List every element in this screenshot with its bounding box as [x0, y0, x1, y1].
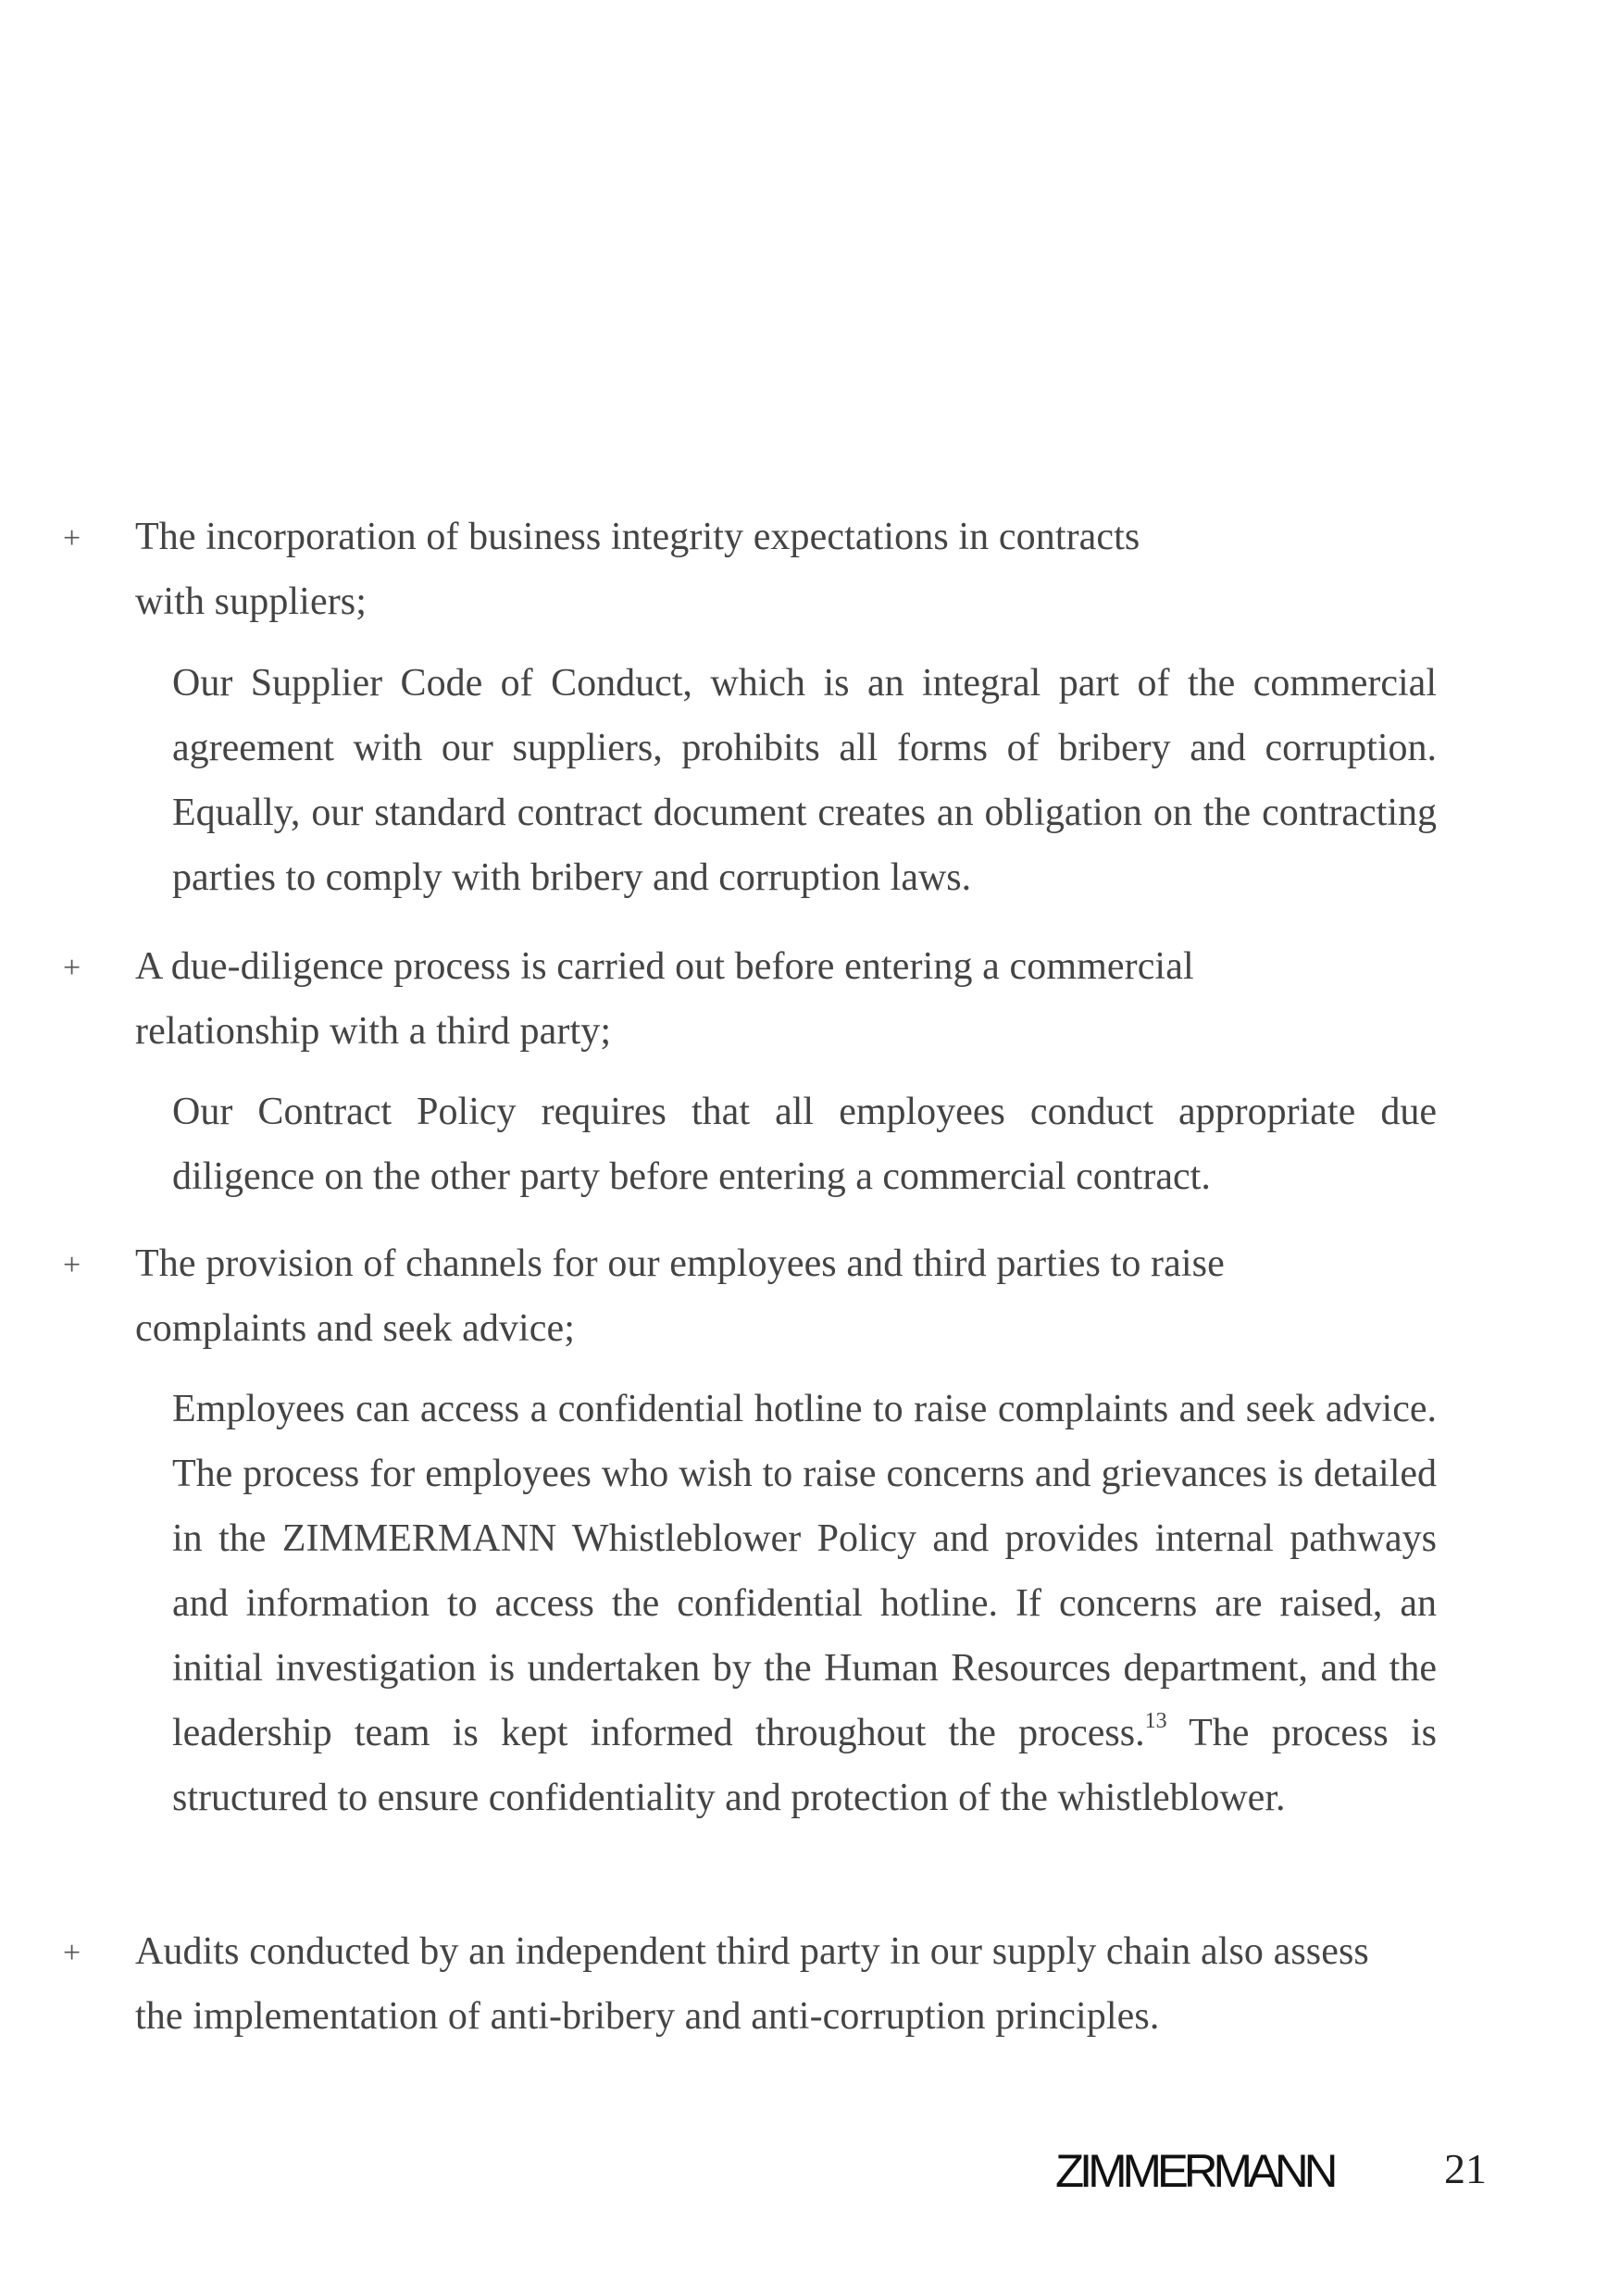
list-item-lead	[135, 934, 1194, 1064]
list-item-lead	[135, 505, 1140, 634]
page-number: 21	[1444, 2145, 1487, 2192]
detail-text: Employees can access a confidential hotline to raise complaints and seek advice. The process for employees who wish to raise concerns and grievances is detailed in the ZIMMERMANN Whistleblower Policy and provides internal pathways and information to access the confidential hotline. If concerns are raised, an initial investigation is undertaken by the Human Resources department, and the leadership team is kept informed throughout the process.	[172, 1388, 1437, 1754]
list-item-detail	[172, 1377, 1437, 1830]
list-item-detail: Our Contract Policy requires that all employees conduct appropriate due diligence on the other party before entering a commercial contract.	[172, 1091, 1437, 1198]
detail-text: The process is structured to ensure confidentiality and protection of the whistleblower.	[172, 1712, 1437, 1819]
list-item-lead-line: with suppliers;	[135, 580, 367, 623]
list-item-lead-line: The incorporation of business integrity expectations in contracts	[135, 516, 1140, 558]
brand-logo: ZIMMERMANN	[1055, 2145, 1334, 2197]
list-item-lead-line: complaints and seek advice;	[135, 1307, 576, 1350]
list-item-lead-line: A due-diligence process is carried out before entering a commercial	[135, 945, 1194, 988]
plus-icon: +	[63, 951, 81, 985]
list-item-detail: Our Supplier Code of Conduct, which is an integral part of the commercial agreement with our suppliers, prohibits all forms of bribery and corruption. Equally, our standard contract document creates an obligation on the contracting parties to comply with bribery and corruption laws.	[172, 662, 1437, 899]
list-item-lead-line: Audits conducted by an independent third party in our supply chain also assess	[135, 1930, 1369, 1973]
list-item-lead	[135, 1231, 1225, 1361]
list-item-lead-line: the implementation of anti-bribery and anti-corruption principles.	[135, 1995, 1160, 2038]
list-item-lead	[135, 1919, 1369, 2049]
plus-icon: +	[63, 521, 81, 555]
list-item-lead-line: relationship with a third party;	[135, 1010, 612, 1053]
plus-icon: +	[63, 1248, 81, 1282]
plus-icon: +	[63, 1936, 81, 1970]
footnote-ref: 13	[1144, 1709, 1167, 1733]
list-item-lead-line: The provision of channels for our employees and third parties to raise	[135, 1242, 1225, 1285]
